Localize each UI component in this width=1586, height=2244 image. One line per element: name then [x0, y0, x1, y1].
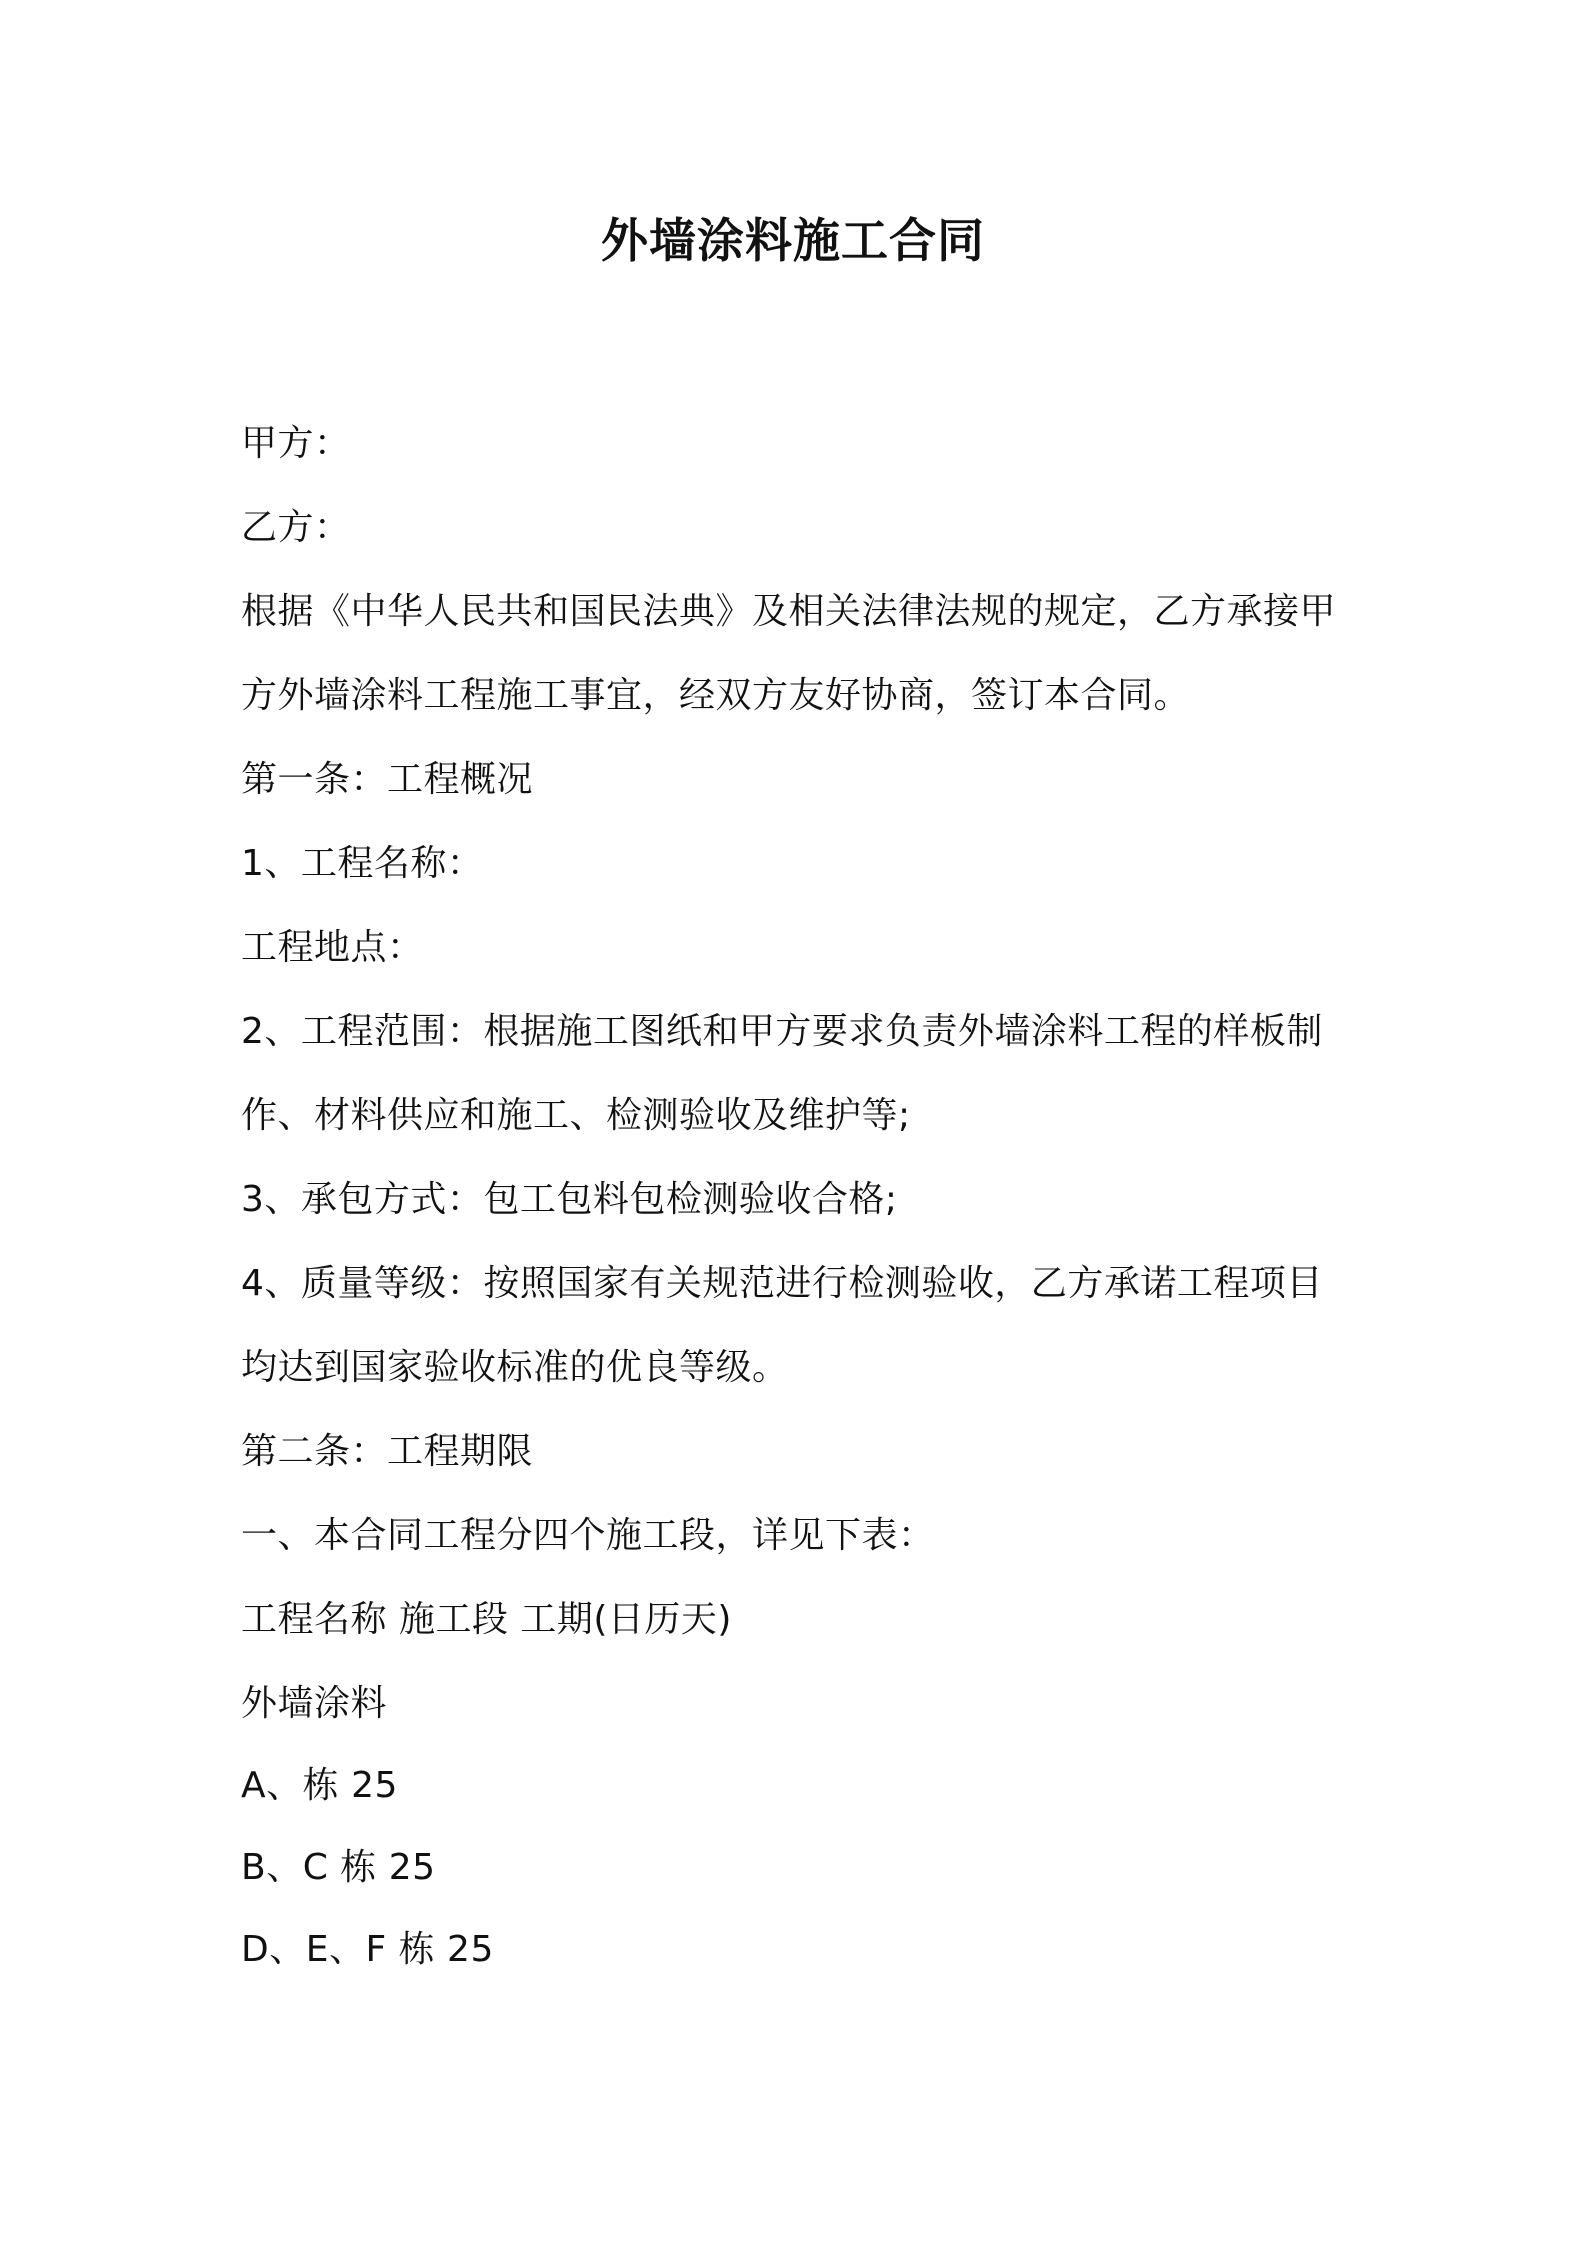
project-name-line: 1、工程名称：	[241, 843, 484, 884]
article-1-heading: 第一条：工程概况	[241, 759, 534, 800]
document-title: 外墙涂料施工合同	[601, 214, 985, 269]
table-row-bc: B、C 栋 25	[241, 1847, 436, 1888]
quality-line-1: 4、质量等级：按照国家有关规范进行检测验收，乙方承诺工程项目	[241, 1263, 1323, 1304]
preamble-line-1: 根据《中华人民共和国民法典》及相关法律法规的规定，乙方承接甲	[241, 591, 1337, 632]
preamble-line-2: 方外墙涂料工程施工事宜，经双方友好协商，签订本合同。	[241, 675, 1191, 716]
project-location-line: 工程地点：	[241, 927, 424, 968]
scope-line-1: 2、工程范围：根据施工图纸和甲方要求负责外墙涂料工程的样板制	[241, 1011, 1323, 1052]
party-b-line: 乙方：	[241, 507, 351, 548]
table-row-a: A、栋 25	[241, 1765, 398, 1806]
quality-line-2: 均达到国家验收标准的优良等级。	[241, 1347, 789, 1388]
contract-body	[241, 402, 1361, 1990]
table-header-line: 工程名称 施工段 工期(日历天)	[241, 1599, 732, 1640]
stages-intro-line: 一、本合同工程分四个施工段，详见下表：	[241, 1515, 935, 1556]
contract-method-line: 3、承包方式：包工包料包检测验收合格;	[241, 1179, 898, 1220]
table-row-def: D、E、F 栋 25	[241, 1929, 494, 1970]
article-2-heading: 第二条：工程期限	[241, 1431, 534, 1472]
table-row-project: 外墙涂料	[241, 1683, 388, 1724]
party-a-line: 甲方：	[241, 423, 351, 464]
scope-line-2: 作、材料供应和施工、检测验收及维护等;	[241, 1095, 911, 1136]
